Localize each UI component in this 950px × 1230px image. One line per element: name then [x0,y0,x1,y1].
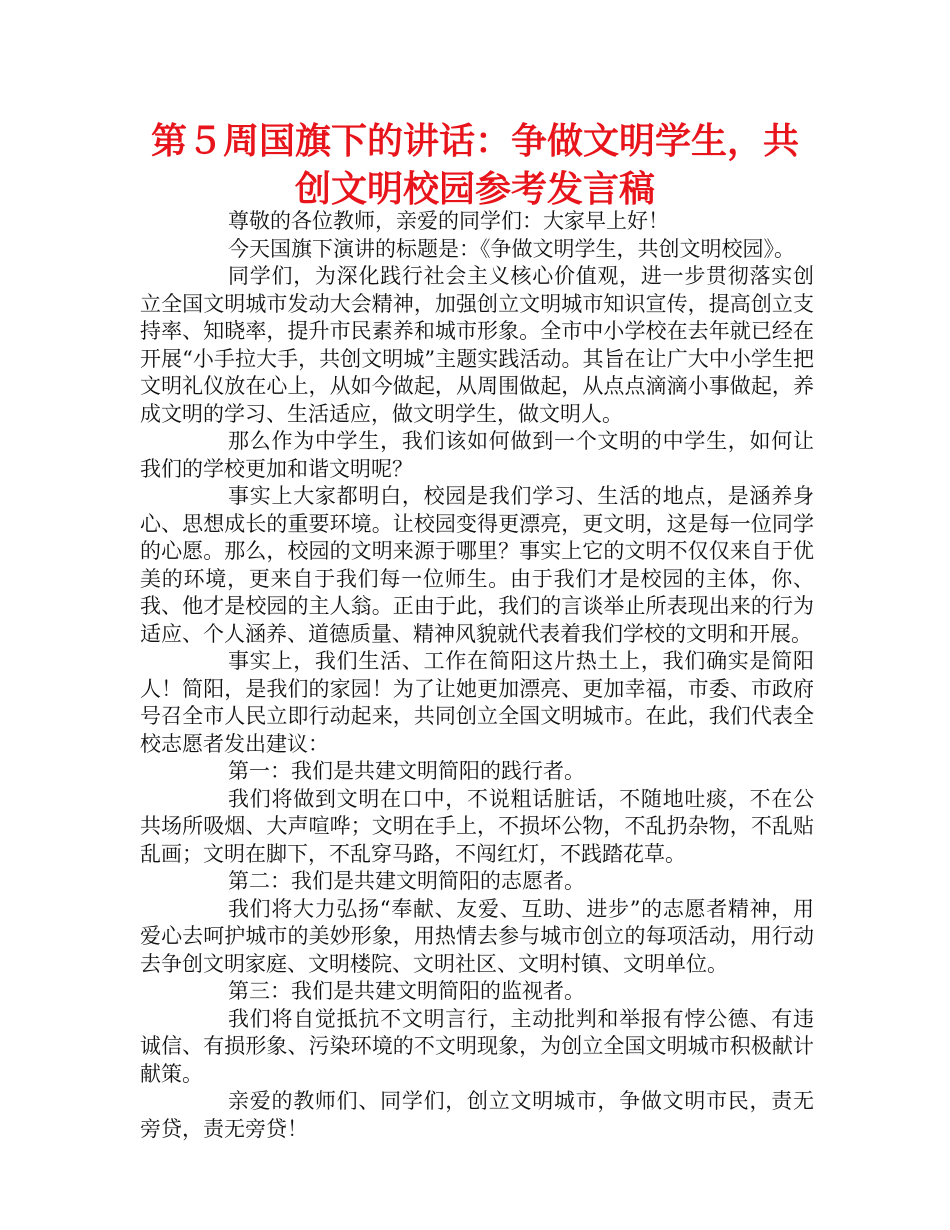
paragraph-first-body: 我们将做到文明在口中，不说粗话脏话，不随地吐痰，不在公共场所吸烟、大声喧哗；文明在手上，不损坏公物，不乱扔杂物，不乱贴乱画；文明在脚下，不乱穿马路，不闯红灯，不践踏花草。 [140,786,814,866]
paragraph-greeting: 尊敬的各位教师，亲爱的同学们：大家早上好！ [228,209,669,233]
paragraph-city-call: 事实上，我们生活、工作在简阳这片热土上，我们确实是简阳人！简阳，是我们的家园！为了让她更加漂亮、更加幸福，市委、市政府号召全市人民立即行动起来，共同创立全国文明城市。在此，我们代表全校志愿者发出建议： [140,649,814,756]
paragraph-third-body: 我们将自觉抵抗不文明言行，主动批判和举报有悖公德、有违诚信、有损形象、污染环境的不文明现象，为创立全国文明城市积极献计献策。 [140,1006,814,1086]
paragraph-background: 同学们，为深化践行社会主义核心价值观，进一步贯彻落实创立全国文明城市发动大会精神，加强创立文明城市知识宣传，提高创立支持率、知晓率，提升市民素养和城市形象。全市中小学校在去年就已经在开展“小手拉大手，共创文明城”主题实践活动。其旨在让广大中小学生把文明礼仪放在心上，从如今做起，从周围做起，从点点滴滴小事做起，养成文明的学习、生活适应，做文明学生，做文明人。 [140,264,814,426]
paragraph-third-heading: 第三：我们是共建文明简阳的监视者。 [228,979,585,1003]
paragraph-second-heading: 第二：我们是共建文明简阳的志愿者。 [228,869,585,893]
document-title: 第５周国旗下的讲话：争做文明学生，共创文明校园参考发言稿 [150,121,799,210]
paragraph-speech-topic: 今天国旗下演讲的标题是：《争做文明学生，共创文明校园》。 [228,236,795,261]
paragraph-second-body: 我们将大力弘扬“奉献、友爱、互助、进步”的志愿者精神，用爱心去呵护城市的美妙形象，用热情去参与城市创立的每项活动，用行动去争创文明家庭、文明楼院、文明社区、文明村镇、文明单位。 [140,896,814,976]
paragraph-first-heading: 第一：我们是共建文明简阳的践行者。 [228,759,585,783]
document-body [140,208,814,1143]
paragraph-closing: 亲爱的教师们、同学们，创立文明城市，争做文明市民，责无旁贷，责无旁贷！ [140,1089,814,1141]
paragraph-question: 那么作为中学生，我们该如何做到一个文明的中学生，如何让我们的学校更加和谐文明呢？ [140,429,814,481]
paragraph-campus-civility: 事实上大家都明白，校园是我们学习、生活的地点，是涵养身心、思想成长的重要环境。让校园变得更漂亮，更文明，这是每一位同学的心愿。那么，校园的文明来源于哪里？事实上它的文明不仅仅来自于优美的环境，更来自于我们每一位师生。由于我们才是校园的主体，你、我、他才是校园的主人翁。正由于此，我们的言谈举止所表现出来的行为适应、个人涵养、道德质量、精神风貌就代表着我们学校的文明和开展。 [140,484,814,646]
